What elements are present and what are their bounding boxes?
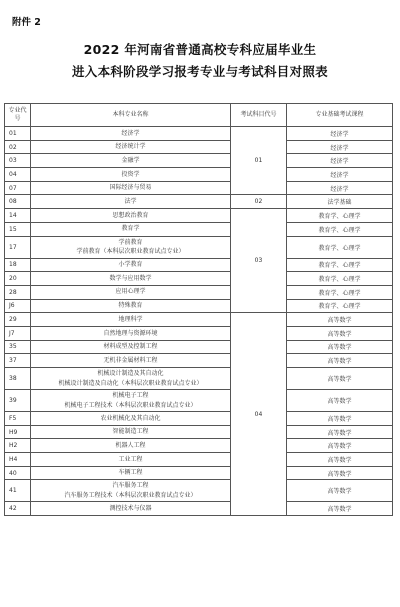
- cell-major-name: [31, 340, 231, 354]
- major-name-text: 测控技术与仪器: [109, 505, 152, 513]
- cell-course: 教育学、心理学: [287, 258, 393, 272]
- cell-major-name: [31, 140, 231, 154]
- major-subject-table: [4, 103, 393, 516]
- cell-major-code: 35: [5, 340, 31, 354]
- cell-course: 教育学、心理学: [287, 209, 393, 223]
- cell-major-code: 28: [5, 285, 31, 299]
- major-name-text: 数学与应用数学: [109, 274, 152, 282]
- cell-major-code: J6: [5, 299, 31, 313]
- table-row: [5, 154, 393, 168]
- table-row: [5, 453, 393, 467]
- major-name-text: 无机非金属材料工程: [103, 356, 158, 364]
- table-body: [5, 127, 393, 516]
- document-title-line1: 2022 年河南省普通高校专科应届毕业生: [83, 42, 317, 57]
- cell-major-name: [31, 299, 231, 313]
- cell-major-name: [31, 285, 231, 299]
- cell-major-name: [31, 480, 231, 502]
- cell-major-code: 29: [5, 313, 31, 327]
- table-row: [5, 425, 393, 439]
- cell-course: 高等数学: [287, 502, 393, 516]
- cell-major-name: [31, 154, 231, 168]
- table-row: [5, 272, 393, 286]
- cell-course: 高等数学: [287, 340, 393, 354]
- cell-major-name: [31, 313, 231, 327]
- cell-course: 教育学、心理学: [287, 285, 393, 299]
- table-row: [5, 368, 393, 390]
- major-name-text: 农业机械化及其自动化: [100, 414, 161, 422]
- cell-course: 法学基础: [287, 195, 393, 209]
- major-name-text: 金融学: [121, 156, 140, 164]
- cell-major-code: 01: [5, 127, 31, 141]
- major-name-text: 国际经济与贸易: [109, 184, 152, 192]
- cell-major-name: [31, 258, 231, 272]
- table-row: [5, 209, 393, 223]
- cell-major-code: 03: [5, 154, 31, 168]
- cell-major-code: 41: [5, 480, 31, 502]
- table-row: [5, 285, 393, 299]
- cell-course: 高等数学: [287, 354, 393, 368]
- major-name-text: 机械设计制造及自动化（本科层次职业教育试点专业）: [58, 379, 203, 387]
- table-row: [5, 313, 393, 327]
- document-title-line2: 进入本科阶段学习报考专业与考试科目对照表: [71, 64, 328, 79]
- cell-major-code: 18: [5, 258, 31, 272]
- header-course: 专业基础考试课程: [287, 104, 393, 127]
- cell-major-name: [31, 272, 231, 286]
- table-row: [5, 181, 393, 195]
- major-name-text: 地理科学: [118, 315, 143, 323]
- cell-major-code: 08: [5, 195, 31, 209]
- major-name-text: 思想政治教育: [112, 211, 149, 219]
- cell-major-name: [31, 390, 231, 412]
- cell-course: 教育学、心理学: [287, 272, 393, 286]
- cell-course: 经济学: [287, 168, 393, 182]
- cell-major-name: [31, 439, 231, 453]
- cell-major-name: [31, 127, 231, 141]
- table-row: [5, 299, 393, 313]
- cell-major-name: [31, 222, 231, 236]
- table-row: [5, 140, 393, 154]
- major-name-text: 经济统计学: [115, 143, 146, 151]
- major-name-text: 教育学: [121, 225, 140, 233]
- cell-major-name: [31, 425, 231, 439]
- cell-subject-code: 02: [231, 195, 287, 209]
- table-row: [5, 412, 393, 426]
- cell-course: 高等数学: [287, 439, 393, 453]
- cell-major-code: 07: [5, 181, 31, 195]
- cell-course: 高等数学: [287, 425, 393, 439]
- cell-course: 高等数学: [287, 480, 393, 502]
- header-subject-code: 考试科目代号: [231, 104, 287, 127]
- cell-major-name: [31, 502, 231, 516]
- major-name-text: 学前教育（本科层次职业教育试点专业）: [76, 248, 185, 255]
- major-name-text: 应用心理学: [115, 288, 146, 296]
- cell-course: 高等数学: [287, 412, 393, 426]
- major-name-text: 机械电子工程: [112, 392, 149, 399]
- cell-major-code: H2: [5, 439, 31, 453]
- cell-major-code: 20: [5, 272, 31, 286]
- cell-course: 经济学: [287, 140, 393, 154]
- cell-course: 高等数学: [287, 390, 393, 412]
- table-row: [5, 340, 393, 354]
- table-row: [5, 390, 393, 412]
- cell-course: 经济学: [287, 154, 393, 168]
- cell-major-code: H9: [5, 425, 31, 439]
- table-row: [5, 466, 393, 480]
- cell-major-name: [31, 453, 231, 467]
- major-name-text: 机器人工程: [115, 441, 146, 449]
- cell-major-code: H4: [5, 453, 31, 467]
- cell-major-code: 37: [5, 354, 31, 368]
- cell-major-code: 40: [5, 466, 31, 480]
- table-row: [5, 439, 393, 453]
- cell-major-code: 38: [5, 368, 31, 390]
- cell-major-name: [31, 209, 231, 223]
- cell-major-name: [31, 412, 231, 426]
- major-name-text: 小学教育: [118, 261, 143, 269]
- table-row: [5, 168, 393, 182]
- cell-course: 高等数学: [287, 313, 393, 327]
- cell-major-name: [31, 368, 231, 390]
- major-name-text: 汽车服务工程: [112, 482, 149, 490]
- cell-major-code: 39: [5, 390, 31, 412]
- table-header-row: [5, 104, 393, 127]
- table-row: [5, 127, 393, 141]
- cell-course: 教育学、心理学: [287, 236, 393, 258]
- header-major: 本科专业名称: [31, 104, 231, 127]
- table-row: [5, 480, 393, 502]
- cell-course: 教育学、心理学: [287, 299, 393, 313]
- cell-major-code: 04: [5, 168, 31, 182]
- cell-course: 高等数学: [287, 453, 393, 467]
- major-name-text: 投资学: [121, 170, 140, 178]
- cell-course: 经济学: [287, 181, 393, 195]
- major-name-text: 工业工程: [118, 455, 143, 463]
- cell-major-name: [31, 354, 231, 368]
- table-row: [5, 236, 393, 258]
- attachment-label: 附件 2: [12, 17, 41, 28]
- cell-major-code: J7: [5, 326, 31, 340]
- header-code: 专业代号: [5, 104, 31, 127]
- cell-major-name: [31, 195, 231, 209]
- major-name-text: 机械电子工程技术（本科层次职业教育试点专业）: [64, 401, 197, 409]
- major-name-text: 经济学: [121, 129, 140, 137]
- table-row: [5, 502, 393, 516]
- table-row: [5, 258, 393, 272]
- major-name-text: 特殊教育: [118, 302, 143, 310]
- major-name-text: 智能制造工程: [112, 428, 149, 436]
- cell-subject-code: 01: [231, 127, 287, 195]
- cell-major-name: [31, 181, 231, 195]
- table-row: [5, 326, 393, 340]
- major-name-text: 自然地理与资源环境: [103, 329, 158, 337]
- cell-major-code: 02: [5, 140, 31, 154]
- cell-major-code: 42: [5, 502, 31, 516]
- major-name-text: 汽车服务工程技术（本科层次职业教育试点专业）: [64, 491, 197, 499]
- cell-major-code: 14: [5, 209, 31, 223]
- major-name-text: 车辆工程: [118, 469, 143, 477]
- cell-major-code: F5: [5, 412, 31, 426]
- cell-subject-code: 04: [231, 313, 287, 516]
- cell-course: 教育学、心理学: [287, 222, 393, 236]
- major-name-text: 学前教育: [118, 238, 143, 246]
- cell-course: 经济学: [287, 127, 393, 141]
- cell-course: 高等数学: [287, 466, 393, 480]
- table-row: [5, 222, 393, 236]
- major-name-text: 法学: [124, 198, 137, 206]
- major-name-text: 材料成型及控制工程: [103, 343, 158, 351]
- cell-major-code: 15: [5, 222, 31, 236]
- cell-major-name: [31, 168, 231, 182]
- cell-subject-code: 03: [231, 209, 287, 313]
- cell-major-name: [31, 326, 231, 340]
- cell-course: 高等数学: [287, 368, 393, 390]
- major-name-text: 机械设计制造及其自动化: [97, 370, 164, 377]
- table-row: [5, 195, 393, 209]
- cell-major-code: 17: [5, 236, 31, 258]
- table-row: [5, 354, 393, 368]
- cell-major-name: [31, 236, 231, 258]
- cell-major-name: [31, 466, 231, 480]
- cell-course: 高等数学: [287, 326, 393, 340]
